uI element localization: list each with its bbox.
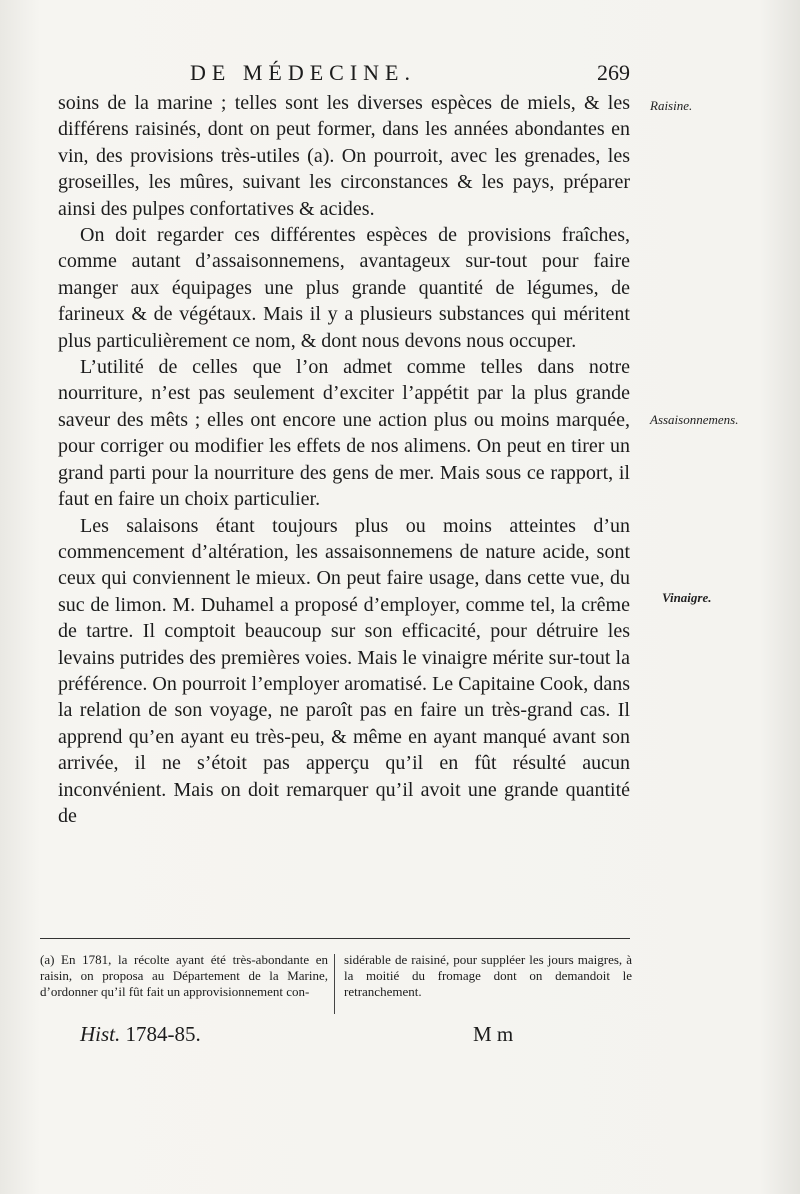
signature-mark: M m [473, 1022, 514, 1046]
footnote-right-column: sidérable de raisiné, pour suppléer les jours maigres, à la moitié du fromage dont on demandoit le retranchement. [344, 952, 632, 999]
running-head-title: DE MÉDECINE. [190, 60, 416, 85]
running-head [60, 60, 630, 90]
volume-label [80, 1022, 201, 1047]
paragraph-1: soins de la marine ; telles sont les diverses espèces de miels, & les différens raisinés, dont on peut former, dans les années abondantes en vin, des provisions très-utiles (a). On pourroit, avec les grenades, les groseilles, les mûres, suivant les circonstances & les pays, préparer ainsi des pulpes confortatives & acides. [58, 92, 630, 220]
volume-hist: Hist. [80, 1022, 121, 1046]
margin-note-raisine: Raisine. [650, 98, 693, 113]
main-text [58, 90, 630, 829]
margin-note-vinaigre: Vinaigre. [662, 590, 712, 605]
paragraph-3: L’utilité de celles que l’on admet comme telles dans notre nourriture, n’est pas seulement d’exciter l’appétit par la plus grande saveur des mêts ; elles ont encore une action plus ou moins marquée, pour corriger ou modifier les effets de nos alimens. On peut en tirer un grand parti pour la nourriture des gens de mer. Mais sous ce rapport, il faut en faire un choix particulier. [58, 356, 630, 511]
margin-note-assaisonnemens: Assaisonnemens. [650, 412, 739, 427]
footnote-rule [40, 938, 630, 939]
paragraph-2: On doit regarder ces différentes espèces de provisions fraîches, comme autant d’assaisonnemens, avantageux sur-tout pour faire manger aux équipages une plus grande quantité de légumes, de farineux & de végétaux. Mais il y a plusieurs substances qui méritent plus particulièrement ce nom, & dont nous devons nous occuper. [58, 224, 630, 352]
paragraph-4: Les salaisons étant toujours plus ou moins atteintes d’un commencement d’altération, les assaisonnemens de nature acide, sont ceux qui conviennent le mieux. On peut faire usage, dans cette vue, du suc de limon. M. Duhamel a proposé d’employer, comme tel, la crême de tartre. Il comptoit beaucoup sur son efficacité, pour détruire les levains putrides des premières voies. Mais le vinaigre mérite sur-tout la préférence. On pourroit l’employer aromatisé. Le Capitaine Cook, dans la relation de son voyage, ne paroît pas en faire un très-grand cas. Il apprend qu’en ayant eu très-peu, & même en ayant manqué avant son arrivée, il ne s’étoit pas apperçu qu’il en fût résulté aucun inconvénient. Mais on doit remarquer qu’il avoit une grande quantité de [58, 514, 630, 827]
page-number: 269 [597, 60, 630, 85]
footnote-column-divider [334, 954, 335, 1014]
footnote-left-column: (a) En 1781, la récolte ayant été très-abondante en raisin, on proposa au Département de la Marine, d’ordonner qu’il fût fait un approvisionnement con- [40, 952, 328, 999]
volume-years: 1784-85. [125, 1022, 201, 1046]
signature-line [80, 1022, 630, 1052]
